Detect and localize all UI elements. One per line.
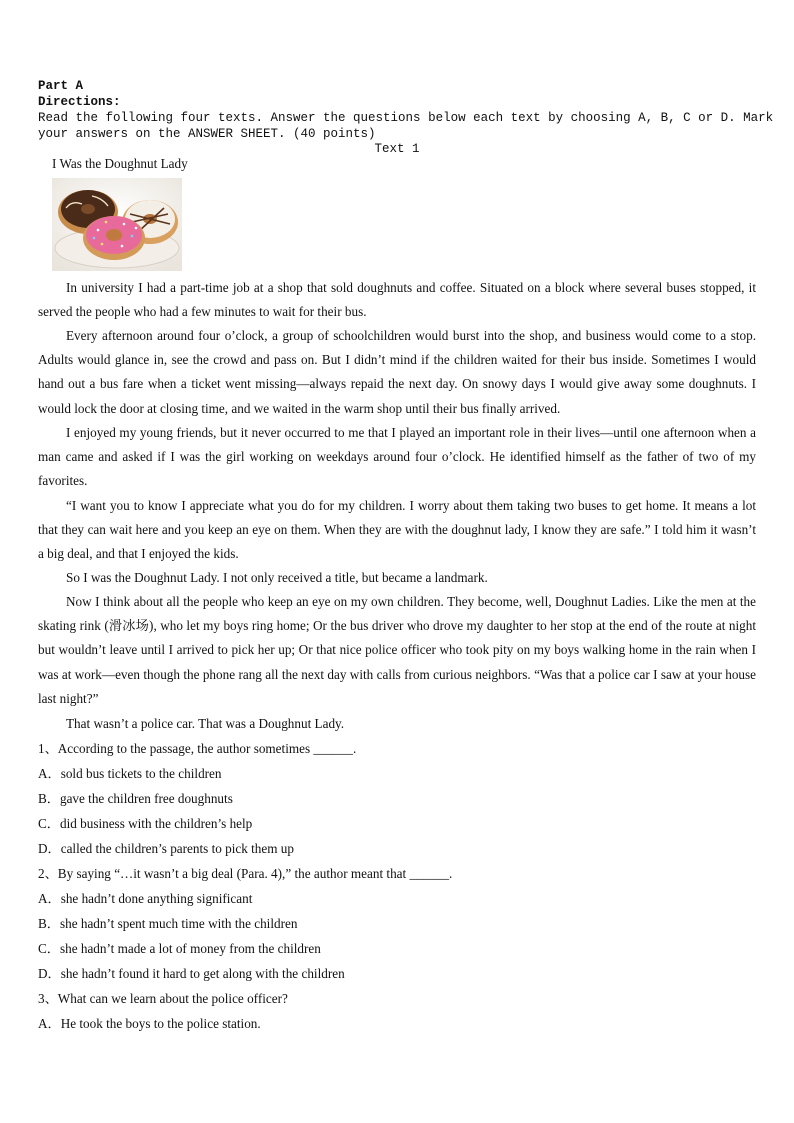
pink-doughnut xyxy=(83,216,145,260)
question-1-stem: 1、According to the passage, the author sometimes ______. xyxy=(38,741,357,756)
question-2-option-a: A．she hadn’t done anything significant xyxy=(38,891,253,906)
question-2-option-b: B．she hadn’t spent much time with the children xyxy=(38,916,298,931)
directions-line-2: your answers on the ANSWER SHEET. (40 points) xyxy=(38,127,376,141)
question-3-stem: 3、What can we learn about the police officer? xyxy=(38,991,288,1006)
paragraph-6: Now I think about all the people who keep an eye on my own children. They become, well, Doughnut Ladies. Like the men at the skating rink (滑冰场), who let my boys ring home; Or the bus driver who drove my daughter to her stop at the end of the route at night but wouldn’t leave until I arrived to pick her up; Or that nice police officer who took pity on my boys walking home in the rain when I was at work—even though the phone rang all the next day with calls from curious neighbors. “Was that a police car I saw at your house last night?” xyxy=(38,594,756,706)
text-label: Text 1 xyxy=(374,142,420,156)
directions-line-1: Read the following four texts. Answer the questions below each text by choosing A, B, C or D. Mark xyxy=(38,111,774,125)
question-1-option-b: B．gave the children free doughnuts xyxy=(38,791,233,806)
paragraph-4: “I want you to know I appreciate what you do for my children. I worry about them taking two buses to get home. It means a lot that they can wait here and you keep an eye on them. When they are with the doughnut lady, I know they are safe.” I told him it wasn’t a big deal, and that I enjoyed the kids. xyxy=(38,498,756,562)
question-2-option-d: D．she hadn’t found it hard to get along with the children xyxy=(38,966,345,981)
question-3-option-a: A．He took the boys to the police station. xyxy=(38,1016,261,1031)
directions-label: Directions: xyxy=(38,95,121,109)
question-1-option-c: C．did business with the children’s help xyxy=(38,816,253,831)
question-1-option-d: D．called the children’s parents to pick them up xyxy=(38,841,294,856)
header-block xyxy=(38,78,774,142)
question-2-stem: 2、By saying “…it wasn’t a big deal (Para. 4),” the author meant that ______. xyxy=(38,866,453,881)
story-title: I Was the Doughnut Lady xyxy=(52,156,188,171)
question-2-option-c: C．she hadn’t made a lot of money from the children xyxy=(38,941,321,956)
question-1-option-a: A．sold bus tickets to the children xyxy=(38,766,222,781)
paragraph-2: Every afternoon around four o’clock, a group of schoolchildren would burst into the shop, and business would come to a stop. Adults would glance in, see the crowd and pass on. But I didn’t mind if the children waited for their bus inside. Sometimes I would hand out a bus fare when a ticket went missing—always repaid the next day. On snowy days I would give away some doughnuts. I would lock the door at closing time, and we waited in the warm shop until their bus finally arrived. xyxy=(38,328,756,416)
paragraph-5: So I was the Doughnut Lady. I not only received a title, but became a landmark. xyxy=(66,570,488,585)
paragraph-1: In university I had a part-time job at a shop that sold doughnuts and coffee. Situated on a block where several buses stopped, it served the people who had a few minutes to wait for their bus. xyxy=(38,280,756,320)
doughnuts-photo xyxy=(52,178,182,271)
paragraph-7: That wasn’t a police car. That was a Doughnut Lady. xyxy=(66,716,345,731)
part-heading: Part A xyxy=(38,79,84,93)
doughnuts-illustration xyxy=(52,178,182,271)
paragraph-3: I enjoyed my young friends, but it never occurred to me that I played an important role in their lives—until one afternoon when a man came and asked if I was the girl working on weekdays around four o’clock. He identified himself as the father of two of my favorites. xyxy=(38,425,756,489)
